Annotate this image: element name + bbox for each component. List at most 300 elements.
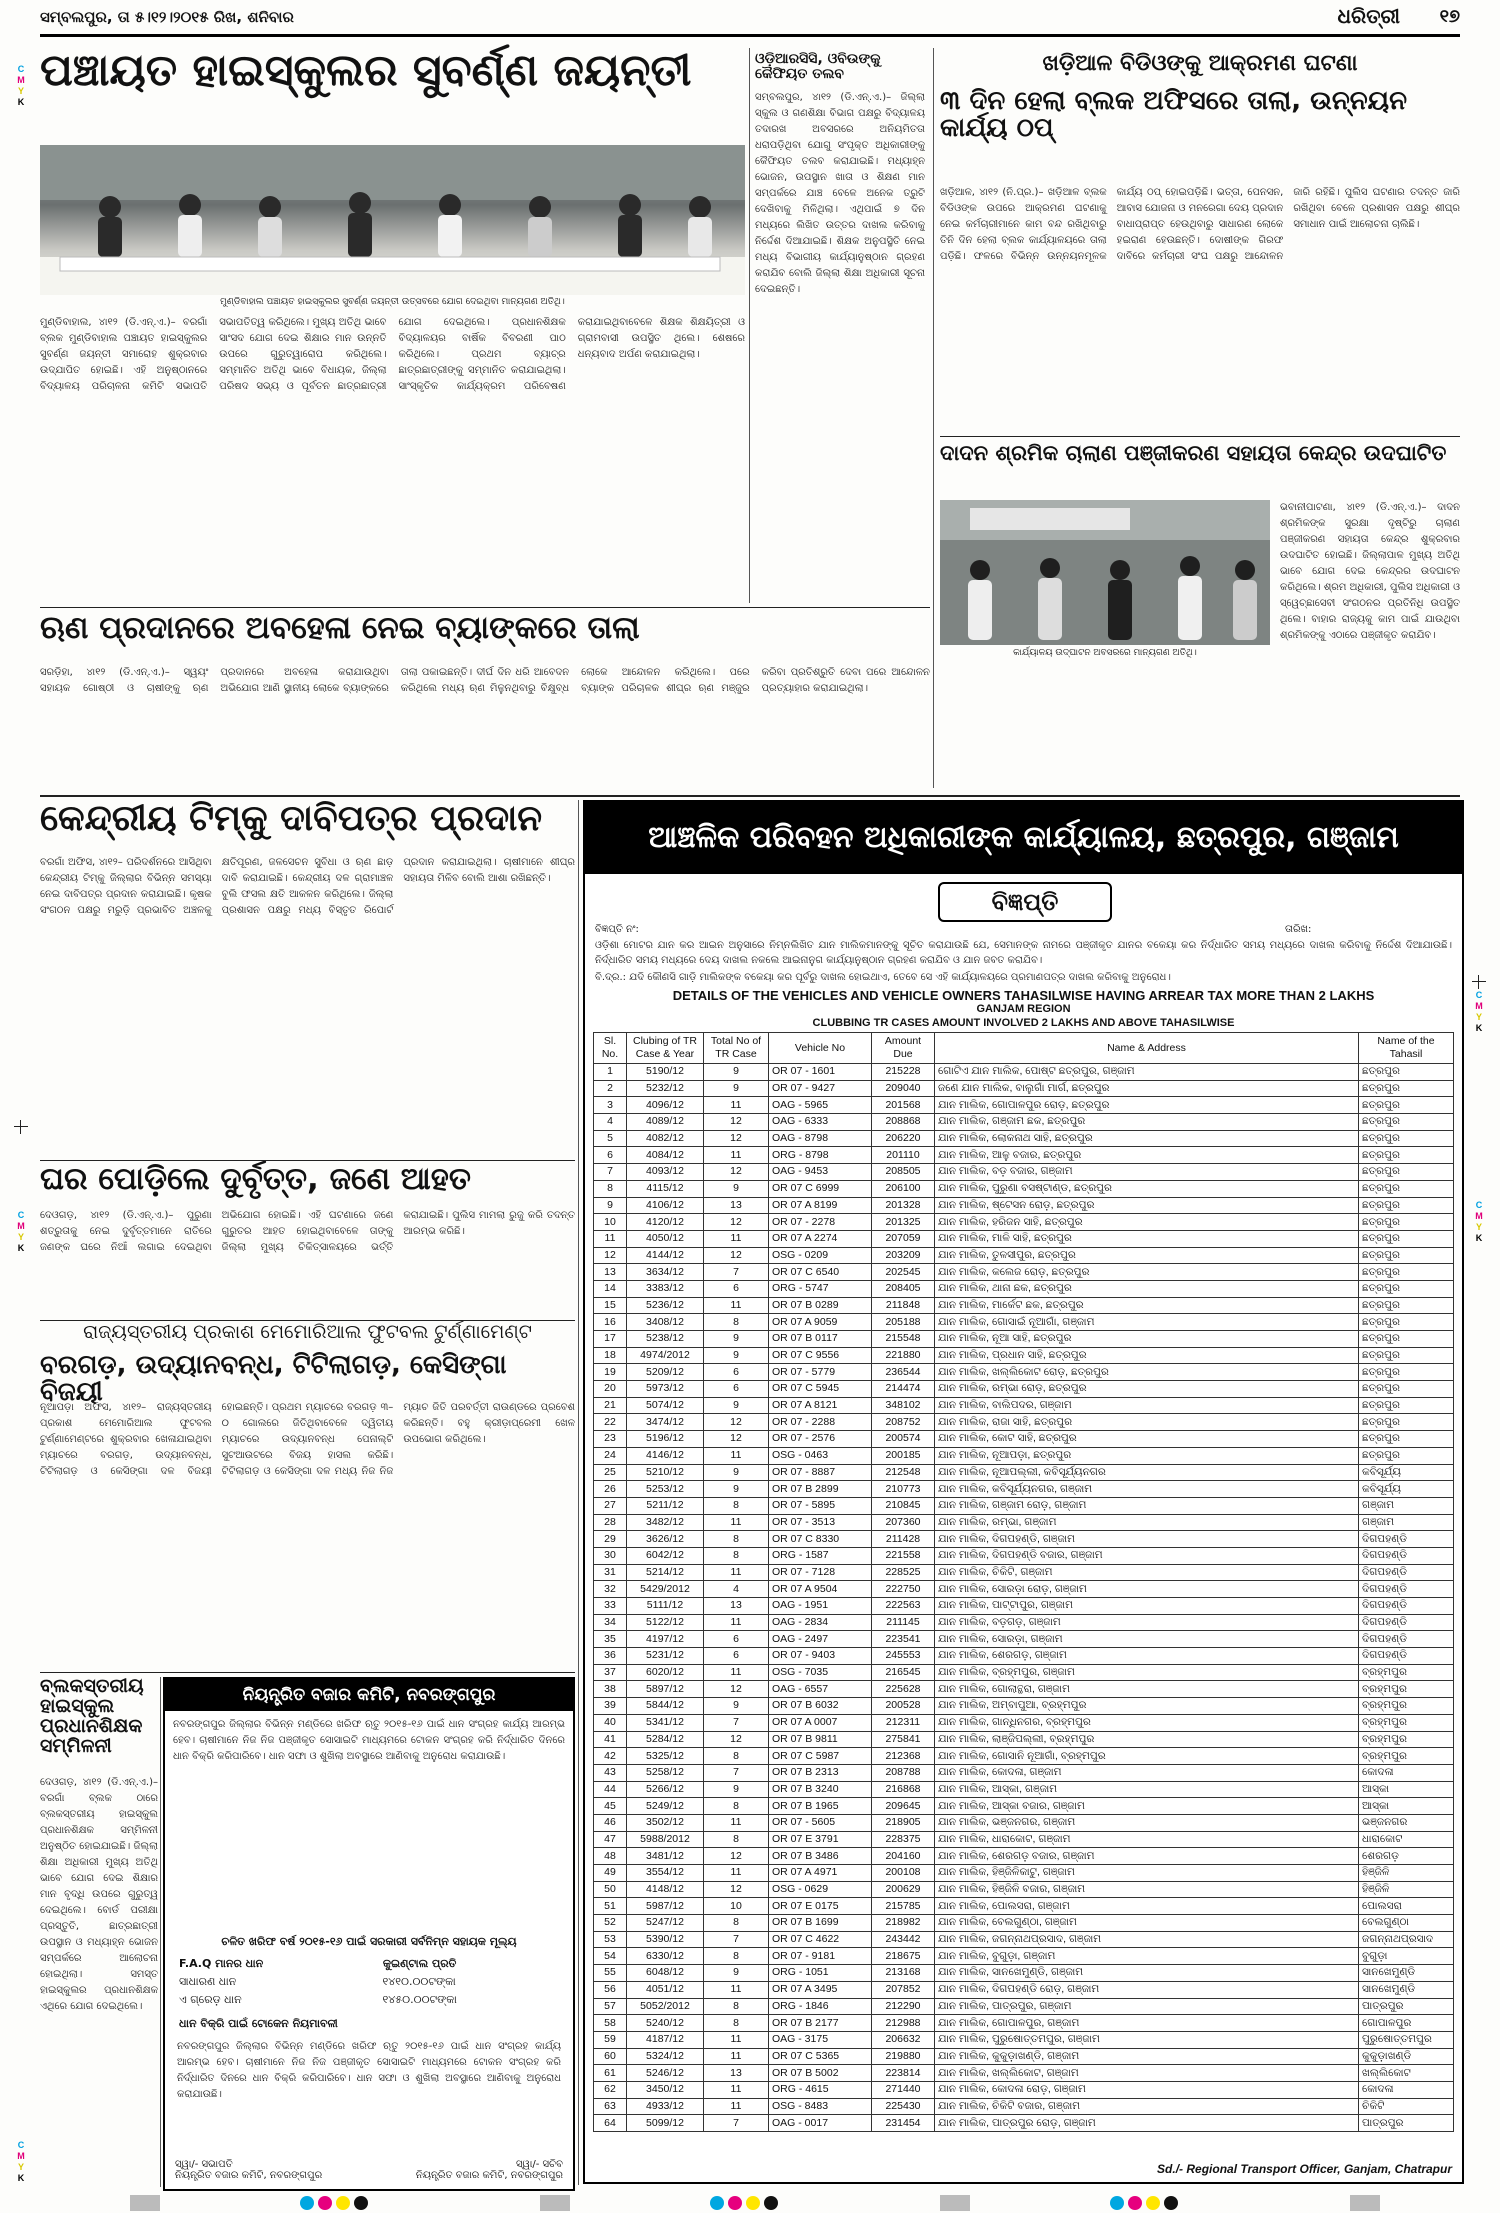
cell-amount-due: 214474 bbox=[872, 1381, 935, 1398]
cell-name-address: ଯାନ ମାଲିକ, ଖଲ୍ଲିକୋଟ ରୋଡ଼, ଛତ୍ରପୁର bbox=[935, 1364, 1359, 1381]
cell-tahasil: ଛତ୍ରପୁର bbox=[1359, 1414, 1454, 1431]
table-row bbox=[594, 1481, 1454, 1498]
cell-total-tr: 8 bbox=[704, 1748, 769, 1765]
cell-sl-no: 38 bbox=[594, 1681, 627, 1698]
cell-tr-case: 4146/12 bbox=[627, 1447, 704, 1464]
cell-tahasil: କୋଦଳା bbox=[1359, 2081, 1454, 2098]
cell-total-tr: 11 bbox=[704, 1614, 769, 1631]
newspaper-name: ଧରିତ୍ରୀ bbox=[1337, 4, 1400, 28]
cell-vehicle-no: OR 07 A 9059 bbox=[769, 1314, 872, 1331]
cell-sl-no: 37 bbox=[594, 1664, 627, 1681]
cell-tr-case: 4120/12 bbox=[627, 1214, 704, 1231]
cell-name-address: ଯାନ ମାଲିକ, ରମ୍ଭା ରୋଡ଼, ଛତ୍ରପୁର bbox=[935, 1381, 1359, 1398]
story4-caption: କାର୍ଯ୍ୟାଳୟ ଉଦ୍‌ଘାଟନ ଅବସରରେ ମାନ୍ୟଗଣ ଅତିଥି। bbox=[1013, 648, 1197, 658]
table-row bbox=[594, 1531, 1454, 1548]
cell-amount-due: 221880 bbox=[872, 1347, 935, 1364]
cell-vehicle-no: OR 07 - 5895 bbox=[769, 1497, 872, 1514]
table-row bbox=[594, 1147, 1454, 1164]
cell-sl-no: 23 bbox=[594, 1431, 627, 1448]
cell-tahasil: ହିଞ୍ଜିଳି bbox=[1359, 1865, 1454, 1882]
cell-name-address: ଯାନ ମାଲିକ, ଲାଞ୍ଜିପଲ୍ଲୀ, ବ୍ରହ୍ମପୁର bbox=[935, 1731, 1359, 1748]
ad-signature: Sd./- Regional Transport Officer, Ganjam, Chatrapur bbox=[1157, 2162, 1452, 2176]
cell-total-tr: 8 bbox=[704, 1497, 769, 1514]
cell-total-tr: 13 bbox=[704, 1197, 769, 1214]
cell-amount-due: 212290 bbox=[872, 1998, 935, 2015]
cell-vehicle-no: ORG - 1587 bbox=[769, 1547, 872, 1564]
cell-tr-case: 5236/12 bbox=[627, 1297, 704, 1314]
cell-tahasil: ବ୍ରହ୍ମପୁର bbox=[1359, 1714, 1454, 1731]
reg-mark-c: C bbox=[17, 1210, 25, 1220]
cell-tr-case: 5211/12 bbox=[627, 1497, 704, 1514]
cell-amount-due: 271440 bbox=[872, 2081, 935, 2098]
cell-tr-case: 5253/12 bbox=[627, 1481, 704, 1498]
cell-total-tr: 11 bbox=[704, 1564, 769, 1581]
cell-amount-due: 228375 bbox=[872, 1831, 935, 1848]
table-row bbox=[594, 1230, 1454, 1247]
cell-vehicle-no: OAG - 0017 bbox=[769, 2115, 872, 2132]
cell-total-tr: 8 bbox=[704, 1948, 769, 1965]
story9-body bbox=[40, 1775, 158, 2185]
cell-tr-case: 3482/12 bbox=[627, 1514, 704, 1531]
cell-tr-case: 3634/12 bbox=[627, 1264, 704, 1281]
ad-intro bbox=[595, 938, 1452, 970]
column-rule bbox=[749, 48, 750, 603]
cell-sl-no: 1 bbox=[594, 1064, 627, 1081]
cell-amount-due: 212988 bbox=[872, 2015, 935, 2032]
registration-marks-right-2 bbox=[1472, 1200, 1486, 1244]
cell-tr-case: 5844/12 bbox=[627, 1698, 704, 1715]
cell-vehicle-no: OR 07 B 5002 bbox=[769, 2065, 872, 2082]
cell-sl-no: 57 bbox=[594, 1998, 627, 2015]
cell-amount-due: 216545 bbox=[872, 1664, 935, 1681]
cell-total-tr: 11 bbox=[704, 2048, 769, 2065]
stage-photo-illustration bbox=[40, 145, 745, 295]
cell-vehicle-no: OR 07 B 9811 bbox=[769, 1731, 872, 1748]
table-row bbox=[594, 1331, 1454, 1348]
story8-body-text: ନୂଆପଡ଼ା ଅଫିସ, ୪ା୧୨– ରାଜ୍ୟସ୍ତରୀୟ ପ୍ରକାଶ ମେମୋରିଆଲ ଫୁଟବଲ ଟୁର୍ଣ୍ଣାମେଣ୍ଟରେ ଶୁକ୍ରବାର ଖେଳାଯାଇଥିବା ମ୍ୟାଚରେ ବରଗଡ଼, ଉଦ୍ୟାନବନ୍ଧ, ଟିଟିଲାଗଡ଼ ଓ କେସିଙ୍ଗା ଦଳ ବିଜୟୀ ହୋଇଛନ୍ତି। ପ୍ରଥମ ମ୍ୟାଚରେ ବରଗଡ଼ ୩–୦ ଗୋଲରେ ଜିତିଥିବାବେଳେ ଦ୍ୱିତୀୟ ମ୍ୟାଚରେ ଉଦ୍ୟାନବନ୍ଧ ପେନାଲ୍ଟି ସୁଟଆଉଟରେ ବିଜୟ ହାସଲ କରିଛି। ଟିଟିଲାଗଡ଼ ଓ କେସିଙ୍ଗା ଦଳ ମଧ୍ୟ ନିଜ ନିଜ ମ୍ୟାଚ ଜିତି ପରବର୍ତ୍ତୀ ରାଉଣ୍ଡରେ ପ୍ରବେଶ କରିଛନ୍ତି। ବହୁ କ୍ରୀଡ଼ାପ୍ରେମୀ ଖେଳ ଉପଭୋଗ କରିଥିଲେ। bbox=[40, 1402, 575, 1477]
cell-name-address: ଯାନ ମାଲିକ, ଗଞ୍ଜାମ ରୋଡ଼, ଗଞ୍ଜାମ bbox=[935, 1497, 1359, 1514]
cell-tr-case: 3474/12 bbox=[627, 1414, 704, 1431]
cell-amount-due: 228525 bbox=[872, 1564, 935, 1581]
table-row bbox=[594, 1280, 1454, 1297]
cell-total-tr: 11 bbox=[704, 1514, 769, 1531]
cell-vehicle-no: OR 07 C 5365 bbox=[769, 2048, 872, 2065]
cell-tahasil: ବ୍ରହ୍ମପୁର bbox=[1359, 1681, 1454, 1698]
cell-total-tr: 9 bbox=[704, 1464, 769, 1481]
story3-body-text: ଖଡ଼ିଆଳ, ୪ା୧୨ (ନି.ପ୍ର.)– ଖଡ଼ିଆଳ ବ୍ଲକ ବିଡିଓଙ୍କ ଉପରେ ଆକ୍ରମଣ ଘଟଣାକୁ ନେଇ କର୍ମଚାରୀମାନେ କାମ ବନ୍ଦ ରଖିଥିବାରୁ ତିନି ଦିନ ହେଲା ବ୍ଲକ କାର୍ଯ୍ୟାଳୟରେ ତାଲା ପଡ଼ିଛି। ଫଳରେ ବିଭିନ୍ନ ଉନ୍ନୟନମୂଳକ କାର୍ଯ୍ୟ ଠପ୍ ହୋଇପଡ଼ିଛି। ଭତ୍ତା, ପେନସନ, ଆବାସ ଯୋଜନା ଓ ମନରେଗା ଦେୟ ପ୍ରଦାନ ବାଧାପ୍ରାପ୍ତ ହେଉଥିବାରୁ ସାଧାରଣ ଲୋକେ ହଇରାଣ ହେଉଛନ୍ତି। ଦୋଷୀଙ୍କ ଗିରଫ ଦାବିରେ କର୍ମଚାରୀ ସଂଘ ପକ୍ଷରୁ ଆନ୍ଦୋଳନ ଜାରି ରହିଛି। ପୁଲିସ ଘଟଣାର ତଦନ୍ତ ଜାରି ରଖିଥିବା ବେଳେ ପ୍ରଶାସନ ପକ୍ଷରୁ ଶୀଘ୍ର ସମାଧାନ ପାଇଁ ଆଲୋଚନା ଚାଲିଛି। bbox=[940, 187, 1460, 262]
cell-amount-due: 236544 bbox=[872, 1364, 935, 1381]
cell-tahasil: ଭଞ୍ଜନଗର bbox=[1359, 1814, 1454, 1831]
story4-body-text: ଭବାନୀପାଟଣା, ୪ା୧୨ (ଡି.ଏନ୍.ଏ.)– ଦାଦନ ଶ୍ରମିକଙ୍କ ସୁରକ୍ଷା ଦୃଷ୍ଟିରୁ ଚାଲାଣ ପଞ୍ଜୀକରଣ ସହାୟତା କେନ୍ଦ୍ର ଶୁକ୍ରବାର ଉଦଘାଟିତ ହୋଇଛି। ଜିଲ୍ଲାପାଳ ମୁଖ୍ୟ ଅତିଥି ଭାବେ ଯୋଗ ଦେଇ କେନ୍ଦ୍ରର ଉଦଘାଟନ କରିଥିଲେ। ଶ୍ରମ ଅଧିକାରୀ, ପୁଲିସ ଅଧିକାରୀ ଓ ସ୍ୱେଚ୍ଛାସେବୀ ସଂଗଠନର ପ୍ରତିନିଧି ଉପସ୍ଥିତ ଥିଲେ। ବାହାର ରାଜ୍ୟକୁ କାମ ପାଇଁ ଯାଉଥିବା ଶ୍ରମିକଙ୍କୁ ଏଠାରେ ପଞ୍ଜୀକୃତ କରାଯିବ। bbox=[1280, 502, 1460, 641]
notice-price-table bbox=[165, 1951, 573, 2037]
cell-tahasil: ଛତ୍ରପୁର bbox=[1359, 1331, 1454, 1348]
story2-body bbox=[755, 90, 925, 430]
story7-body bbox=[40, 1208, 575, 1318]
cell-sl-no: 24 bbox=[594, 1447, 627, 1464]
cell-amount-due: 200629 bbox=[872, 1881, 935, 1898]
cell-name-address: ଯାନ ମାଲିକ, ଲୋକନାଥ ସାହି, ଛତ୍ରପୁର bbox=[935, 1130, 1359, 1147]
cell-vehicle-no: ORG - 5747 bbox=[769, 1280, 872, 1297]
table-row bbox=[594, 1681, 1454, 1698]
table-row bbox=[594, 2015, 1454, 2032]
cell-vehicle-no: OR 07 E 3791 bbox=[769, 1831, 872, 1848]
price-header-unit: କୁଇଣ୍ଟାଲ ପ୍ରତି bbox=[382, 1957, 457, 1970]
cell-amount-due: 218982 bbox=[872, 1915, 935, 1932]
cell-amount-due: 209645 bbox=[872, 1798, 935, 1815]
crosshair-mark bbox=[1472, 975, 1486, 989]
ad-heading: ଆଞ୍ଚଳିକ ପରିବହନ ଅଧିକାରୀଙ୍କ କାର୍ଯ୍ୟାଳୟ, ଛତ୍ରପୁର, ଗଞ୍ଜାମ bbox=[585, 802, 1462, 874]
print-gray-patch bbox=[940, 2195, 970, 2211]
cell-amount-due: 205188 bbox=[872, 1314, 935, 1331]
cell-vehicle-no: OAG - 1951 bbox=[769, 1598, 872, 1615]
registration-marks-right bbox=[1472, 990, 1486, 1034]
cell-name-address: ଯାନ ମାଲିକ, ବଡ଼ଗଡ଼, ଗଞ୍ଜାମ bbox=[935, 1614, 1359, 1631]
cell-tr-case: 4082/12 bbox=[627, 1130, 704, 1147]
cell-total-tr: 12 bbox=[704, 1881, 769, 1898]
sign-left: ସ୍ୱା/- ସଭାପତି bbox=[175, 2159, 233, 2170]
story2-body-text: ସମ୍ବଲପୁର, ୪ା୧୨ (ଡି.ଏନ୍.ଏ.)– ଜିଲ୍ଲା ସ୍କୁଲ ଓ ଗଣଶିକ୍ଷା ବିଭାଗ ପକ୍ଷରୁ ବିଦ୍ୟାଳୟ ତଦାରଖ ଅବସରରେ ଅନିୟମିତତା ଧରାପଡ଼ିଥିବା ଯୋଗୁ ସଂପୃକ୍ତ ଅଧିକାରୀଙ୍କୁ କୈଫିୟତ ତଲବ କରାଯାଇଛି। ମଧ୍ୟାହ୍ନ ଭୋଜନ, ଉପସ୍ଥାନ ଖାତା ଓ ଶିକ୍ଷଣ ମାନ ସମ୍ପର୍କରେ ଯାଞ୍ଚ ବେଳେ ଅନେକ ତ୍ରୁଟି ଦେଖିବାକୁ ମିଳିଥିଲା। ଏଥିପାଇଁ ୭ ଦିନ ମଧ୍ୟରେ ଲିଖିତ ଉତ୍ତର ଦାଖଲ କରିବାକୁ ନିର୍ଦ୍ଦେଶ ଦିଆଯାଇଛି। ଶିକ୍ଷକ ଅନୁପସ୍ଥିତି ନେଇ ମଧ୍ୟ ବିଭାଗୀୟ କାର୍ଯ୍ୟାନୁଷ୍ଠାନ ଗ୍ରହଣ କରାଯିବ ବୋଲି ଜିଲ୍ଲା ଶିକ୍ଷା ଅଧିକାରୀ ସୂଚନା ଦେଇଛନ୍ତି। bbox=[755, 92, 925, 295]
cell-total-tr: 9 bbox=[704, 1180, 769, 1197]
table-row bbox=[594, 1581, 1454, 1598]
cell-tr-case: 5324/12 bbox=[627, 2048, 704, 2065]
reg-mark-m: M bbox=[17, 75, 25, 85]
cell-sl-no: 58 bbox=[594, 2015, 627, 2032]
market-committee-notice bbox=[163, 1677, 575, 2191]
table-row bbox=[594, 1247, 1454, 1264]
cell-total-tr: 4 bbox=[704, 1581, 769, 1598]
cell-tr-case: 3502/12 bbox=[627, 1814, 704, 1831]
cell-total-tr: 9 bbox=[704, 1064, 769, 1081]
cell-total-tr: 12 bbox=[704, 1114, 769, 1131]
story4-body-side bbox=[1280, 500, 1460, 790]
cell-vehicle-no: OR 07 C 8330 bbox=[769, 1531, 872, 1548]
registration-marks-left-2 bbox=[14, 1210, 28, 1254]
notice-rules-text: ନବରଙ୍ଗପୁର ଜିଲ୍ଲାର ବିଭିନ୍ନ ମଣ୍ଡିରେ ଖରିଫ ଋତୁ ୨୦୧୫-୧୬ ପାଇଁ ଧାନ ସଂଗ୍ରହ କାର୍ଯ୍ୟ ଆରମ୍ଭ ହେବ। ଚାଷୀମାନେ ନିଜ ନିଜ ପଞ୍ଜୀକୃତ ସୋସାଇଟି ମାଧ୍ୟମରେ ଟୋକନ ସଂଗ୍ରହ କରି ନିର୍ଦ୍ଧାରିତ ଦିନରେ ଧାନ ବିକ୍ରି କରିପାରିବେ। ଧାନ ସଫା ଓ ଶୁଖିଲା ଅବସ୍ଥାରେ ଆଣିବାକୁ ଅନୁରୋଧ କରାଯାଉଛି। bbox=[177, 2041, 561, 2100]
cell-sl-no: 3 bbox=[594, 1097, 627, 1114]
cell-name-address: ଯାନ ମାଲିକ, ଦିଗପହଣ୍ଡି ବଜାର, ଗଞ୍ଜାମ bbox=[935, 1547, 1359, 1564]
cell-name-address: ଯାନ ମାଲିକ, ତୁଳସୀପୁର, ଛତ୍ରପୁର bbox=[935, 1247, 1359, 1264]
cell-total-tr: 9 bbox=[704, 1481, 769, 1498]
cell-total-tr: 8 bbox=[704, 1831, 769, 1848]
cell-name-address: ଯାନ ମାଲିକ, ଧାରାକୋଟ, ଗଞ୍ଜାମ bbox=[935, 1831, 1359, 1848]
cell-sl-no: 27 bbox=[594, 1497, 627, 1514]
table-row bbox=[594, 1814, 1454, 1831]
cell-sl-no: 20 bbox=[594, 1381, 627, 1398]
cell-tahasil: ଗଞ୍ଜାମ bbox=[1359, 1497, 1454, 1514]
cell-name-address: ଯାନ ମାଲିକ, ଥାନା ଛକ, ଛତ୍ରପୁର bbox=[935, 1280, 1359, 1297]
cell-amount-due: 211848 bbox=[872, 1297, 935, 1314]
table-row bbox=[594, 1180, 1454, 1197]
cell-amount-due: 210845 bbox=[872, 1497, 935, 1514]
cell-total-tr: 7 bbox=[704, 1931, 769, 1948]
column-rule bbox=[160, 1677, 161, 2187]
reg-mark-y: Y bbox=[17, 2162, 24, 2172]
cell-vehicle-no: OR 07 A 8121 bbox=[769, 1397, 872, 1414]
cell-tr-case: 6020/12 bbox=[627, 1664, 704, 1681]
reg-mark-k: K bbox=[17, 2173, 25, 2183]
registration-marks-left-3 bbox=[14, 2140, 28, 2184]
reg-mark-m: M bbox=[17, 1221, 25, 1231]
cell-name-address: ଯାନ ମାଲିକ, କୋଦଳା, ଗଞ୍ଜାମ bbox=[935, 1764, 1359, 1781]
table-row bbox=[594, 1397, 1454, 1414]
cell-tr-case: 5429/2012 bbox=[627, 1581, 704, 1598]
cell-name-address: ଯାନ ମାଲିକ, ପାତ୍ରପୁର, ଗଞ୍ଜାମ bbox=[935, 1998, 1359, 2015]
cell-sl-no: 10 bbox=[594, 1214, 627, 1231]
cell-sl-no: 17 bbox=[594, 1331, 627, 1348]
cell-vehicle-no: OR 07 - 1601 bbox=[769, 1064, 872, 1081]
cell-total-tr: 11 bbox=[704, 1664, 769, 1681]
print-dot-magenta bbox=[728, 2196, 742, 2210]
reg-mark-k: K bbox=[1475, 1023, 1483, 1033]
cell-tr-case: 4115/12 bbox=[627, 1180, 704, 1197]
table-row bbox=[594, 1197, 1454, 1214]
cell-vehicle-no: OSG - 0209 bbox=[769, 1247, 872, 1264]
ad-title-3: CLUBBING TR CASES AMOUNT INVOLVED 2 LAKHS AND ABOVE TAHASILWISE bbox=[812, 1017, 1235, 1029]
cell-vehicle-no: OAG - 9453 bbox=[769, 1164, 872, 1181]
cell-name-address: ଯାନ ମାଲିକ, କୋଦଳା ରୋଡ଼, ଗଞ୍ଜାମ bbox=[935, 2081, 1359, 2098]
page-number: ୧୭ bbox=[1439, 6, 1460, 27]
cell-name-address: ଯାନ ମାଲିକ, କବିସୂର୍ଯ୍ୟନଗର, ଗଞ୍ଜାମ bbox=[935, 1481, 1359, 1498]
cell-total-tr: 7 bbox=[704, 1714, 769, 1731]
cell-total-tr: 7 bbox=[704, 2115, 769, 2132]
reg-mark-y: Y bbox=[17, 1232, 24, 1242]
cell-amount-due: 212311 bbox=[872, 1714, 935, 1731]
story6-body bbox=[40, 855, 575, 1155]
cell-tahasil: ଦିଗପହଣ୍ଡି bbox=[1359, 1547, 1454, 1564]
cell-sl-no: 4 bbox=[594, 1114, 627, 1131]
table-body bbox=[594, 1064, 1454, 2132]
cell-total-tr: 8 bbox=[704, 2015, 769, 2032]
cell-vehicle-no: OR 07 B 6032 bbox=[769, 1698, 872, 1715]
cell-vehicle-no: OAG - 6333 bbox=[769, 1114, 872, 1131]
cell-tr-case: 4197/12 bbox=[627, 1631, 704, 1648]
cell-name-address: ଯାନ ମାଲିକ, ଆଳୁ ବଜାର, ଛତ୍ରପୁର bbox=[935, 1147, 1359, 1164]
cell-tr-case: 5390/12 bbox=[627, 1931, 704, 1948]
cell-vehicle-no: OR 07 B 1965 bbox=[769, 1798, 872, 1815]
table-row bbox=[594, 1731, 1454, 1748]
story5-headline: ଋଣ ପ୍ରଦାନରେ ଅବହେଳା ନେଇ ବ୍ୟାଙ୍କରେ ତାଲା bbox=[40, 610, 640, 646]
cell-sl-no: 9 bbox=[594, 1197, 627, 1214]
page-header bbox=[40, 4, 1460, 37]
cell-tr-case: 4933/12 bbox=[627, 2098, 704, 2115]
cell-vehicle-no: OR 07 - 2288 bbox=[769, 1414, 872, 1431]
cell-amount-due: 206220 bbox=[872, 1130, 935, 1147]
cell-total-tr: 9 bbox=[704, 1698, 769, 1715]
cell-tahasil: ବ୍ରହ୍ମପୁର bbox=[1359, 1664, 1454, 1681]
cell-amount-due: 225628 bbox=[872, 1681, 935, 1698]
cell-sl-no: 14 bbox=[594, 1280, 627, 1297]
table-row bbox=[594, 1297, 1454, 1314]
cell-name-address: ଯାନ ମାଲିକ, ପ୍ରଧାନ ସାହି, ଛତ୍ରପୁର bbox=[935, 1347, 1359, 1364]
sign-org-left: ନିୟନ୍ତ୍ରିତ ବଜାର କମିଟି, ନବରଙ୍ଗପୁର bbox=[175, 2170, 323, 2181]
cell-name-address: ଯାନ ମାଲିକ, ହିଞ୍ଜିଳିକାଟୁ, ଗଞ୍ଜାମ bbox=[935, 1865, 1359, 1882]
cell-tahasil: ପାତ୍ରପୁର bbox=[1359, 1998, 1454, 2015]
cell-tr-case: 5052/2012 bbox=[627, 1998, 704, 2015]
cell-total-tr: 8 bbox=[704, 1547, 769, 1564]
cell-amount-due: 207852 bbox=[872, 1981, 935, 1998]
print-dot-yellow bbox=[336, 2196, 350, 2210]
cell-tr-case: 5973/12 bbox=[627, 1381, 704, 1398]
cell-amount-due: 243442 bbox=[872, 1931, 935, 1948]
price-header-row bbox=[179, 1955, 559, 1973]
cell-tahasil: ଛତ୍ରପୁର bbox=[1359, 1381, 1454, 1398]
cell-total-tr: 9 bbox=[704, 1347, 769, 1364]
cell-amount-due: 206632 bbox=[872, 2031, 935, 2048]
table-row bbox=[594, 1714, 1454, 1731]
cell-amount-due: 211428 bbox=[872, 1531, 935, 1548]
cell-name-address: ଯାନ ମାଲିକ, ଆସ୍କା, ଗଞ୍ଜାମ bbox=[935, 1781, 1359, 1798]
cell-name-address: ଯାନ ମାଲିକ, ଭଞ୍ଜନଗର, ଗଞ୍ଜାମ bbox=[935, 1814, 1359, 1831]
print-dot-cyan bbox=[300, 2196, 314, 2210]
crosshair-mark bbox=[14, 1120, 28, 1134]
ad-title-2: GANJAM REGION bbox=[976, 1003, 1071, 1015]
notice-signatures bbox=[175, 2159, 563, 2181]
cell-tr-case: 3383/12 bbox=[627, 1280, 704, 1297]
cell-total-tr: 9 bbox=[704, 1397, 769, 1414]
cell-vehicle-no: OAG - 2834 bbox=[769, 1614, 872, 1631]
print-gray-patch bbox=[1350, 2195, 1380, 2211]
cell-vehicle-no: ORG - 1051 bbox=[769, 1965, 872, 1982]
cell-amount-due: 209040 bbox=[872, 1080, 935, 1097]
cell-total-tr: 12 bbox=[704, 1414, 769, 1431]
table-row bbox=[594, 1614, 1454, 1631]
cell-amount-due: 223814 bbox=[872, 2065, 935, 2082]
rto-advertisement bbox=[583, 800, 1464, 2184]
cell-tr-case: 4089/12 bbox=[627, 1114, 704, 1131]
cell-vehicle-no: OAG - 3175 bbox=[769, 2031, 872, 2048]
cell-vehicle-no: OAG - 2497 bbox=[769, 1631, 872, 1648]
cell-tahasil: ଛତ୍ରପୁର bbox=[1359, 1431, 1454, 1448]
cell-sl-no: 39 bbox=[594, 1698, 627, 1715]
reg-mark-y: Y bbox=[1475, 1222, 1482, 1232]
cell-vehicle-no: OR 07 - 9403 bbox=[769, 1648, 872, 1665]
cell-tr-case: 5231/12 bbox=[627, 1648, 704, 1665]
cell-name-address: ଯାନ ମାଲିକ, ବୁଗୁଡ଼ା, ଗଞ୍ଜାମ bbox=[935, 1948, 1359, 1965]
table-row bbox=[594, 1848, 1454, 1865]
reg-mark-c: C bbox=[1475, 1200, 1483, 1210]
cell-tahasil: ଛତ୍ରପୁର bbox=[1359, 1347, 1454, 1364]
cell-amount-due: 206100 bbox=[872, 1180, 935, 1197]
cell-tahasil: ଛତ୍ରପୁର bbox=[1359, 1447, 1454, 1464]
cell-tahasil: ଖଲ୍ଲିକୋଟ bbox=[1359, 2065, 1454, 2082]
table-row bbox=[594, 2115, 1454, 2132]
cell-tr-case: 3626/12 bbox=[627, 1531, 704, 1548]
cell-amount-due: 215548 bbox=[872, 1331, 935, 1348]
cell-total-tr: 11 bbox=[704, 1447, 769, 1464]
cell-vehicle-no: ORG - 1846 bbox=[769, 1998, 872, 2015]
cell-vehicle-no: OR 07 - 9181 bbox=[769, 1948, 872, 1965]
cell-tahasil: ଆସ୍କା bbox=[1359, 1798, 1454, 1815]
table-row bbox=[594, 1998, 1454, 2015]
notice-body-text: ନବରଙ୍ଗପୁର ଜିଲ୍ଲାର ବିଭିନ୍ନ ମଣ୍ଡିରେ ଖରିଫ ଋତୁ ୨୦୧୫-୧୬ ପାଇଁ ଧାନ ସଂଗ୍ରହ କାର୍ଯ୍ୟ ଆରମ୍ଭ ହେବ। ଚାଷୀମାନେ ନିଜ ନିଜ ପଞ୍ଜୀକୃତ ସୋସାଇଟି ମାଧ୍ୟମରେ ଟୋକନ ସଂଗ୍ରହ କରି ନିର୍ଦ୍ଧାରିତ ଦିନରେ ଧାନ ବିକ୍ରି କରିପାରିବେ। ଧାନ ସଫା ଓ ଶୁଖିଲା ଅବସ୍ଥାରେ ଆଣିବାକୁ ଅନୁରୋଧ କରାଯାଉଛି। bbox=[173, 1719, 565, 1762]
notice-body bbox=[165, 1711, 573, 1933]
cell-name-address: ଯାନ ମାଲିକ, ପୁରୁଣା ବସଷ୍ଟାଣ୍ଡ, ଛତ୍ରପୁର bbox=[935, 1180, 1359, 1197]
story6-body-text: ବରଗାଁ ଅଫିସ, ୪ା୧୨– ପରିଦର୍ଶନରେ ଆସିଥିବା କେନ୍ଦ୍ରୀୟ ଟିମ୍‌କୁ ଜିଲ୍ଲାର ବିଭିନ୍ନ ସମସ୍ୟା ନେଇ ଦାବିପତ୍ର ପ୍ରଦାନ କରାଯାଇଛି। କୃଷକ ସଂଗଠନ ପକ୍ଷରୁ ମରୁଡ଼ି ପ୍ରଭାବିତ ଅଞ୍ଚଳକୁ କ୍ଷତିପୂରଣ, ଜଳସେଚନ ସୁବିଧା ଓ ଋଣ ଛାଡ଼ ଦାବି କରାଯାଇଛି। କେନ୍ଦ୍ରୀୟ ଦଳ ଗ୍ରାମାଞ୍ଚଳ ବୁଲି ଫସଲ କ୍ଷତି ଆକଳନ କରିଥିଲେ। ଜିଲ୍ଲା ପ୍ରଶାସନ ପକ୍ଷରୁ ମଧ୍ୟ ବିସ୍ତୃତ ରିପୋର୍ଟ ପ୍ରଦାନ କରାଯାଇଥିଲା। ଚାଷୀମାନେ ଶୀଘ୍ର ସହାୟତା ମିଳିବ ବୋଲି ଆଶା ରଖିଛନ୍ତି। bbox=[40, 857, 575, 916]
cell-name-address: ଯାନ ମାଲିକ, ବ୍ରହ୍ମପୁର, ଗଞ୍ଜାମ bbox=[935, 1664, 1359, 1681]
cell-vehicle-no: OR 07 - 2278 bbox=[769, 1214, 872, 1231]
cell-amount-due: 348102 bbox=[872, 1397, 935, 1414]
price-value: ୧୪୫୦.୦୦ଟଙ୍କା bbox=[382, 1993, 457, 2006]
print-dot-cyan bbox=[1110, 2196, 1124, 2210]
cell-tahasil: ଦିଗପହଣ୍ଡି bbox=[1359, 1598, 1454, 1615]
ad-date: ତାରିଖ: bbox=[1285, 924, 1312, 935]
print-gray-patch bbox=[540, 2195, 570, 2211]
story2-kicker: ଓଡ଼ିଆରସିସି, ଓବିଉଙ୍କୁ କୈଫିୟତ ତଲବ bbox=[755, 51, 881, 82]
cell-vehicle-no: OR 07 C 5945 bbox=[769, 1381, 872, 1398]
cell-sl-no: 26 bbox=[594, 1481, 627, 1498]
story1-body bbox=[40, 315, 745, 603]
cell-tr-case: 4093/12 bbox=[627, 1164, 704, 1181]
cell-vehicle-no: ORG - 4615 bbox=[769, 2081, 872, 2098]
col-total-tr: Total No of TR Case bbox=[704, 1033, 769, 1064]
col-vehicle-no: Vehicle No bbox=[769, 1033, 872, 1064]
cell-vehicle-no: OR 07 C 6540 bbox=[769, 1264, 872, 1281]
price-row bbox=[179, 1973, 559, 1991]
cell-tahasil: ଦିଗପହଣ୍ଡି bbox=[1359, 1614, 1454, 1631]
cell-sl-no: 45 bbox=[594, 1798, 627, 1815]
cell-total-tr: 10 bbox=[704, 1898, 769, 1915]
col-tr-case: Clubing of TR Case & Year bbox=[627, 1033, 704, 1064]
story9-headline: ବ୍ଲକସ୍ତରୀୟ ହାଇସ୍କୁଲ ପ୍ରଧାନଶିକ୍ଷକ ସମ୍ମିଳନୀ bbox=[40, 1675, 144, 1757]
story7-body-text: ଦେଓଗଡ଼, ୪ା୧୨ (ଡି.ଏନ୍.ଏ.)– ପୁରୁଣା ଶତ୍ରୁତାକୁ ନେଇ ଦୁର୍ବୃତ୍ତମାନେ ରାତିରେ ଜଣଙ୍କ ଘରେ ନିଆଁ ଲଗାଇ ଦେଇଥିବା ଅଭିଯୋଗ ହୋଇଛି। ଏହି ଘଟଣାରେ ଜଣେ ଗୁରୁତର ଆହତ ହୋଇଥିବାବେଳେ ତାଙ୍କୁ ଜିଲ୍ଲା ମୁଖ୍ୟ ଚିକିତ୍ସାଳୟରେ ଭର୍ତ୍ତି କରାଯାଇଛି। ପୁଲିସ ମାମଲା ରୁଜୁ କରି ତଦନ୍ତ ଆରମ୍ଭ କରିଛି। bbox=[40, 1210, 575, 1253]
cell-tr-case: 5258/12 bbox=[627, 1764, 704, 1781]
table-row bbox=[594, 1414, 1454, 1431]
cell-amount-due: 222563 bbox=[872, 1598, 935, 1615]
reg-mark-m: M bbox=[1475, 1211, 1483, 1221]
cell-sl-no: 35 bbox=[594, 1631, 627, 1648]
cell-sl-no: 12 bbox=[594, 1247, 627, 1264]
ad-ref: ବିଜ୍ଞପ୍ତି ନଂ: bbox=[595, 924, 639, 935]
cell-sl-no: 2 bbox=[594, 1080, 627, 1097]
table-row bbox=[594, 1898, 1454, 1915]
cell-total-tr: 12 bbox=[704, 1431, 769, 1448]
reg-mark-y: Y bbox=[1475, 1012, 1482, 1022]
cell-total-tr: 6 bbox=[704, 1280, 769, 1297]
cell-amount-due: 223541 bbox=[872, 1631, 935, 1648]
cell-total-tr: 7 bbox=[704, 1264, 769, 1281]
price-value: ୧୪୧୦.୦୦ଟଙ୍କା bbox=[382, 1975, 456, 1988]
cell-tr-case: 5099/12 bbox=[627, 2115, 704, 2132]
cell-amount-due: 208788 bbox=[872, 1764, 935, 1781]
cell-sl-no: 61 bbox=[594, 2065, 627, 2082]
notice-heading: ନିୟନ୍ତ୍ରିତ ବଜାର କମିଟି, ନବରଙ୍ଗପୁର bbox=[165, 1679, 573, 1711]
cell-amount-due: 212548 bbox=[872, 1464, 935, 1481]
cell-tr-case: 5897/12 bbox=[627, 1681, 704, 1698]
cell-vehicle-no: OR 07 B 3486 bbox=[769, 1848, 872, 1865]
cell-amount-due: 203209 bbox=[872, 1247, 935, 1264]
table-header-row bbox=[594, 1033, 1454, 1064]
cell-total-tr: 12 bbox=[704, 1681, 769, 1698]
sign-right: ସ୍ୱା/- ସଚିବ bbox=[516, 2159, 563, 2170]
story1-body-text: ମୁଣ୍ଡିବାହାଲ, ୪ା୧୨ (ଡି.ଏନ୍.ଏ.)– ବରଗାଁ ବ୍ଲକ ମୁଣ୍ଡିବାହାଲ ପଞ୍ଚାୟତ ହାଇସ୍କୁଲର ସୁବର୍ଣ୍ଣ ଜୟନ୍ତୀ ସମାରୋହ ଶୁକ୍ରବାର ଉଦ୍‌ଯାପିତ ହୋଇଛି। ଏହି ଅନୁଷ୍ଠାନରେ ବିଦ୍ୟାଳୟ ପରିଚାଳନା କମିଟି ସଭାପତି ସଭାପତିତ୍ୱ କରିଥିଲେ। ମୁଖ୍ୟ ଅତିଥି ଭାବେ ସାଂସଦ ଯୋଗ ଦେଇ ଶିକ୍ଷାର ମାନ ଉନ୍ନତି ଉପରେ ଗୁରୁତ୍ୱାରୋପ କରିଥିଲେ। ସମ୍ମାନିତ ଅତିଥି ଭାବେ ବିଧାୟକ, ଜିଲ୍ଲା ପରିଷଦ ସଭ୍ୟ ଓ ପୂର୍ବତନ ଛାତ୍ରଛାତ୍ରୀ ଯୋଗ ଦେଇଥିଲେ। ପ୍ରଧାନଶିକ୍ଷକ ବିଦ୍ୟାଳୟର ବାର୍ଷିକ ବିବରଣୀ ପାଠ କରିଥିଲେ। ପ୍ରଥମ ବ୍ୟାଚ୍‌ର ଛାତ୍ରଛାତ୍ରୀଙ୍କୁ ସମ୍ମାନିତ କରାଯାଇଥିଲା। ସାଂସ୍କୃତିକ କାର୍ଯ୍ୟକ୍ରମ ପରିବେଷଣ କରାଯାଇଥିବାବେଳେ ଶିକ୍ଷକ ଶିକ୍ଷୟିତ୍ରୀ ଓ ଗ୍ରାମବାସୀ ଉପସ୍ଥିତ ଥିଲେ। ଶେଷରେ ଧନ୍ୟବାଦ ଅର୍ପଣ କରାଯାଇଥିଲା। bbox=[40, 317, 745, 392]
cell-tr-case: 5987/12 bbox=[627, 1898, 704, 1915]
price-grade: ସାଧାରଣ ଧାନ bbox=[179, 1975, 237, 1988]
reg-mark-m: M bbox=[1475, 1001, 1483, 1011]
cell-sl-no: 52 bbox=[594, 1915, 627, 1932]
print-dot-yellow bbox=[1146, 2196, 1160, 2210]
cell-sl-no: 64 bbox=[594, 2115, 627, 2132]
cell-name-address: ଯାନ ମାଲିକ, ବଡ଼ ବଜାର, ଗଞ୍ଜାମ bbox=[935, 1164, 1359, 1181]
cell-name-address: ଯାନ ମାଲିକ, ରାଜା ସାହି, ଛତ୍ରପୁର bbox=[935, 1414, 1359, 1431]
reg-mark-c: C bbox=[1475, 990, 1483, 1000]
cell-total-tr: 7 bbox=[704, 1764, 769, 1781]
print-dot-magenta bbox=[318, 2196, 332, 2210]
cell-sl-no: 5 bbox=[594, 1130, 627, 1147]
print-dot-black bbox=[354, 2196, 368, 2210]
reg-mark-c: C bbox=[17, 64, 25, 74]
story8-kicker: ରାଜ୍ୟସ୍ତରୀୟ ପ୍ରକାଶ ମେମୋରିଆଲ ଫୁଟବଲ ଟୁର୍ଣ୍ଣାମେଣ୍ଟ bbox=[83, 1321, 532, 1343]
table-row bbox=[594, 1865, 1454, 1882]
